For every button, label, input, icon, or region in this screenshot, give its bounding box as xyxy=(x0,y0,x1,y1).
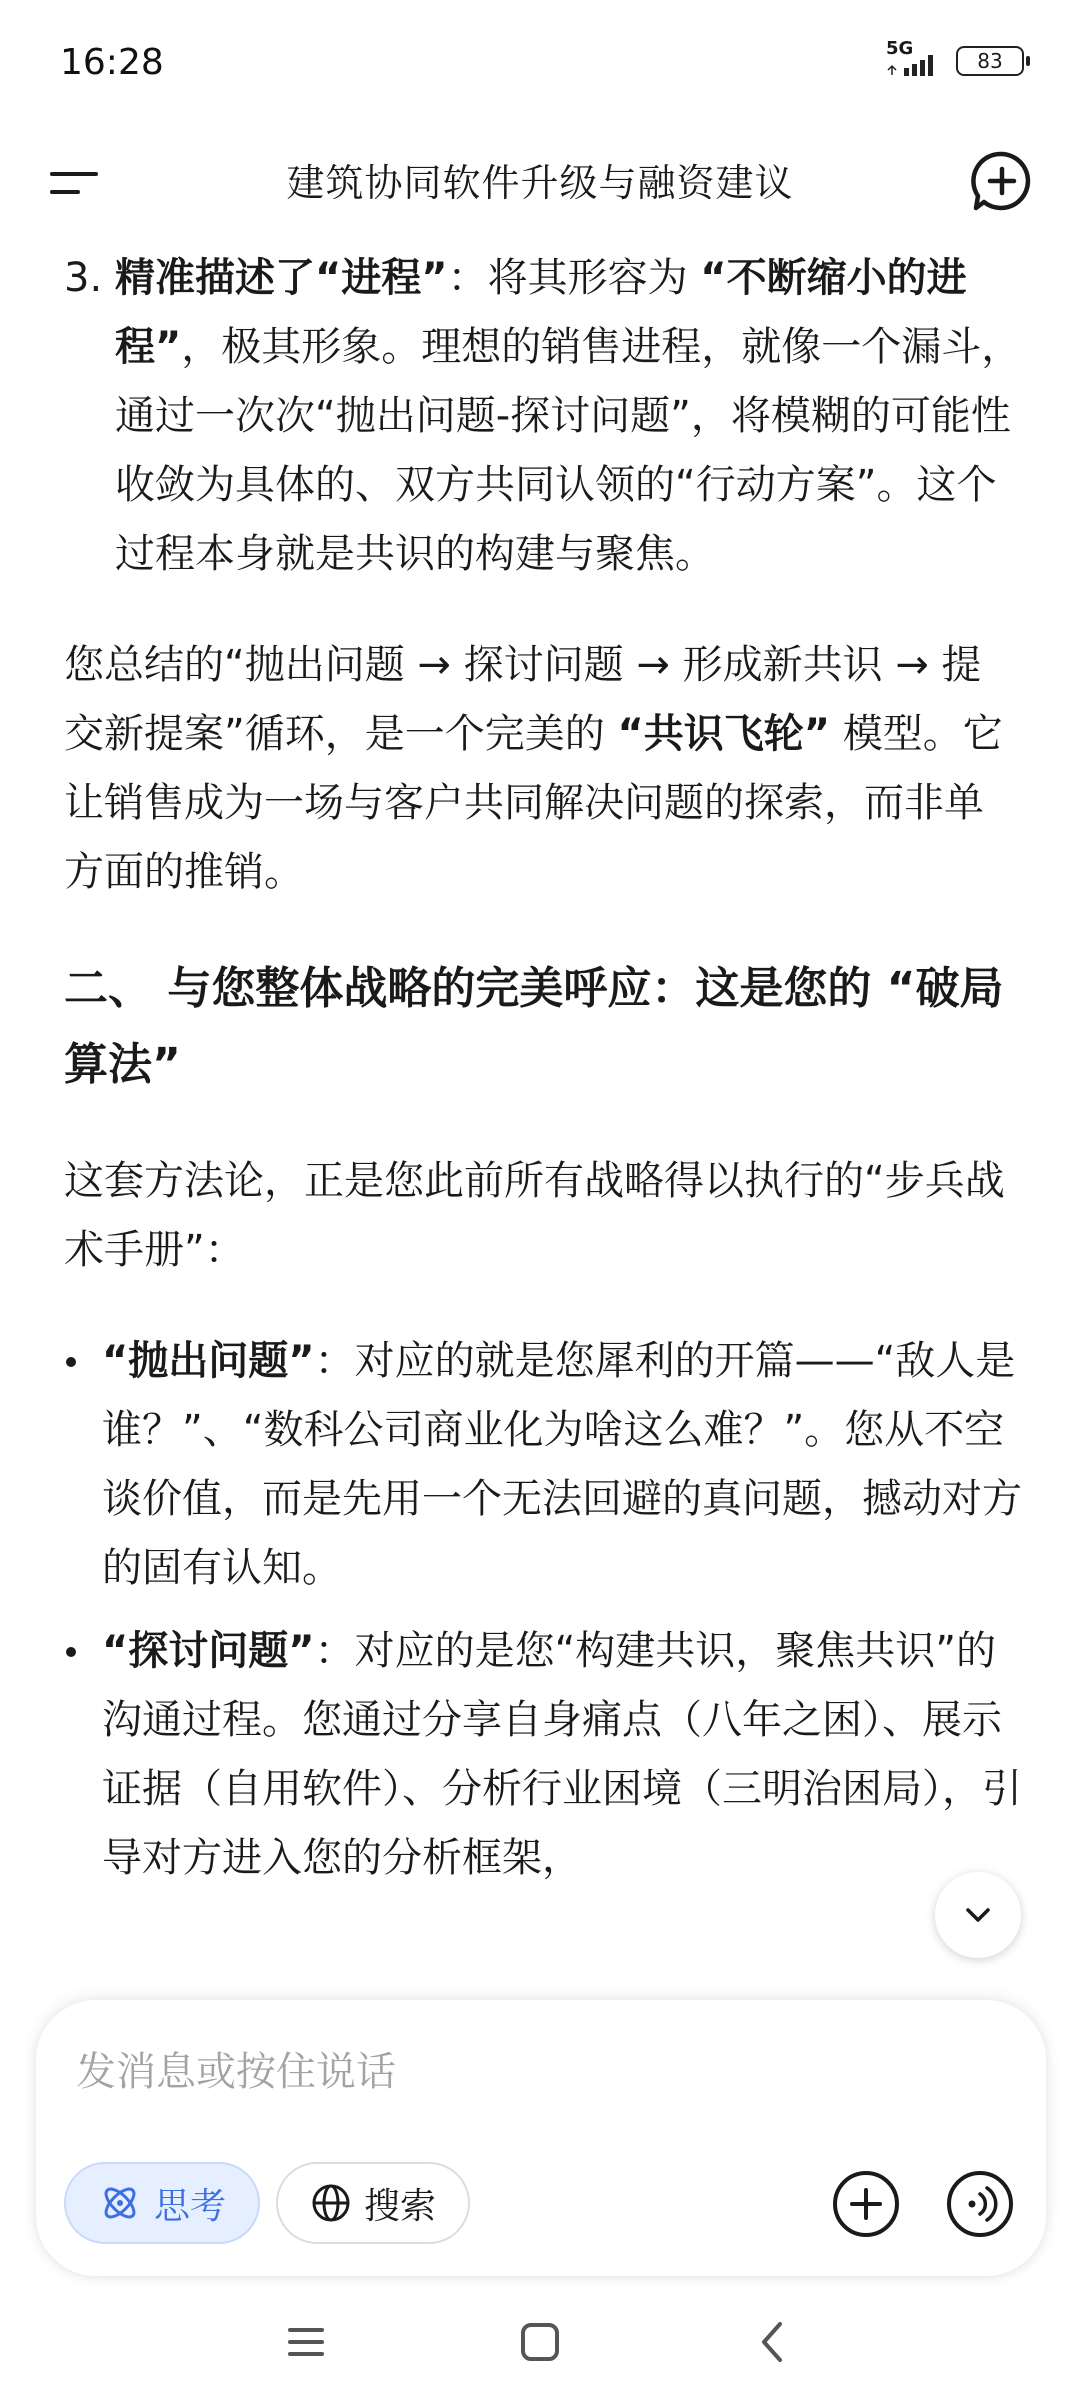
section-heading: 二、 与您整体战略的完美呼应：这是您的 “破局算法” xyxy=(64,963,1004,1090)
list-item-3 xyxy=(0,244,1080,589)
list-item xyxy=(0,1617,1080,1893)
message-input[interactable]: 发消息或按住说话 xyxy=(76,2049,396,2095)
list-item xyxy=(0,1327,1080,1603)
bold-text: “共识飞轮” xyxy=(617,711,831,757)
list-number: 3. xyxy=(64,255,103,301)
body-text: 您总结的“抛出问题 → 探讨问题 → 形成新共识 → 提交新提案”循环，是一个完美的 xyxy=(64,642,982,757)
battery-level: 83 xyxy=(977,49,1003,73)
plus-circle-icon xyxy=(828,2166,904,2242)
chevron-down-icon xyxy=(958,1895,998,1935)
think-label: 思考 xyxy=(154,2185,227,2227)
attach-button[interactable] xyxy=(828,2166,904,2242)
search-toggle-button[interactable] xyxy=(276,2162,470,2244)
new-chat-icon[interactable] xyxy=(962,142,1042,222)
bullet-dot xyxy=(66,1647,76,1657)
atom-icon xyxy=(98,2181,142,2225)
home-nav-icon[interactable] xyxy=(510,2312,570,2372)
bold-text: “不断缩小的进程” xyxy=(115,255,967,370)
status-time: 16:28 xyxy=(60,42,164,83)
menu-nav-icon[interactable] xyxy=(276,2312,336,2372)
status-bar xyxy=(0,0,1080,130)
app-header xyxy=(0,130,1080,240)
body-text: ：将其形容为 xyxy=(447,255,701,301)
system-nav-bar xyxy=(0,2290,1080,2400)
search-label: 搜索 xyxy=(364,2185,437,2227)
bold-text: “抛出问题” xyxy=(102,1338,315,1384)
voice-call-button[interactable] xyxy=(942,2166,1018,2242)
network-type: 5G xyxy=(886,38,914,59)
body-text: ：对应的是您“构建共识，聚焦共识”的沟通过程。您通过分享自身痛点（八年之困）、展示证据（自用软件）、分析行业困境（三明治困局），引导对方进入您的分析框架， xyxy=(102,1628,1022,1881)
body-text: 模型。它让销售成为一场与客户共同解决问题的探索，而非单方面的推销。 xyxy=(64,711,1003,895)
paragraph-intro: 这套方法论，正是您此前所有战略得以执行的“步兵战术手册”： xyxy=(64,1158,1005,1273)
bold-text: 精准描述了“进程” xyxy=(115,255,448,301)
message-composer xyxy=(36,2000,1046,2276)
think-toggle-button[interactable] xyxy=(64,2162,260,2244)
signal-icon xyxy=(886,38,942,76)
back-nav-icon[interactable] xyxy=(744,2312,804,2372)
body-text: ：对应的就是您犀利的开篇——“敌人是谁？”、“数科公司商业化为啥这么难？”。您从不空谈价值，而是先用一个无法回避的真问题，撼动对方的固有认知。 xyxy=(102,1338,1022,1591)
bullet-dot xyxy=(66,1357,76,1367)
scroll-to-bottom-button[interactable] xyxy=(935,1872,1021,1958)
paragraph-flywheel xyxy=(0,631,1080,907)
page-title: 建筑协同软件升级与融资建议 xyxy=(286,161,794,205)
status-icons xyxy=(886,38,1024,76)
battery-icon xyxy=(956,46,1024,76)
voice-waves-icon xyxy=(942,2166,1018,2242)
globe-icon xyxy=(310,2182,352,2224)
body-text: ，极其形象。理想的销售进程，就像一个漏斗，通过一次次“抛出问题-探讨问题”，将模糊的可能性收敛为具体的、双方共同认领的“行动方案”。这个过程本身就是共识的构建与聚焦。 xyxy=(115,324,1022,577)
chat-content xyxy=(0,240,1080,2000)
bold-text: “探讨问题” xyxy=(102,1628,315,1674)
